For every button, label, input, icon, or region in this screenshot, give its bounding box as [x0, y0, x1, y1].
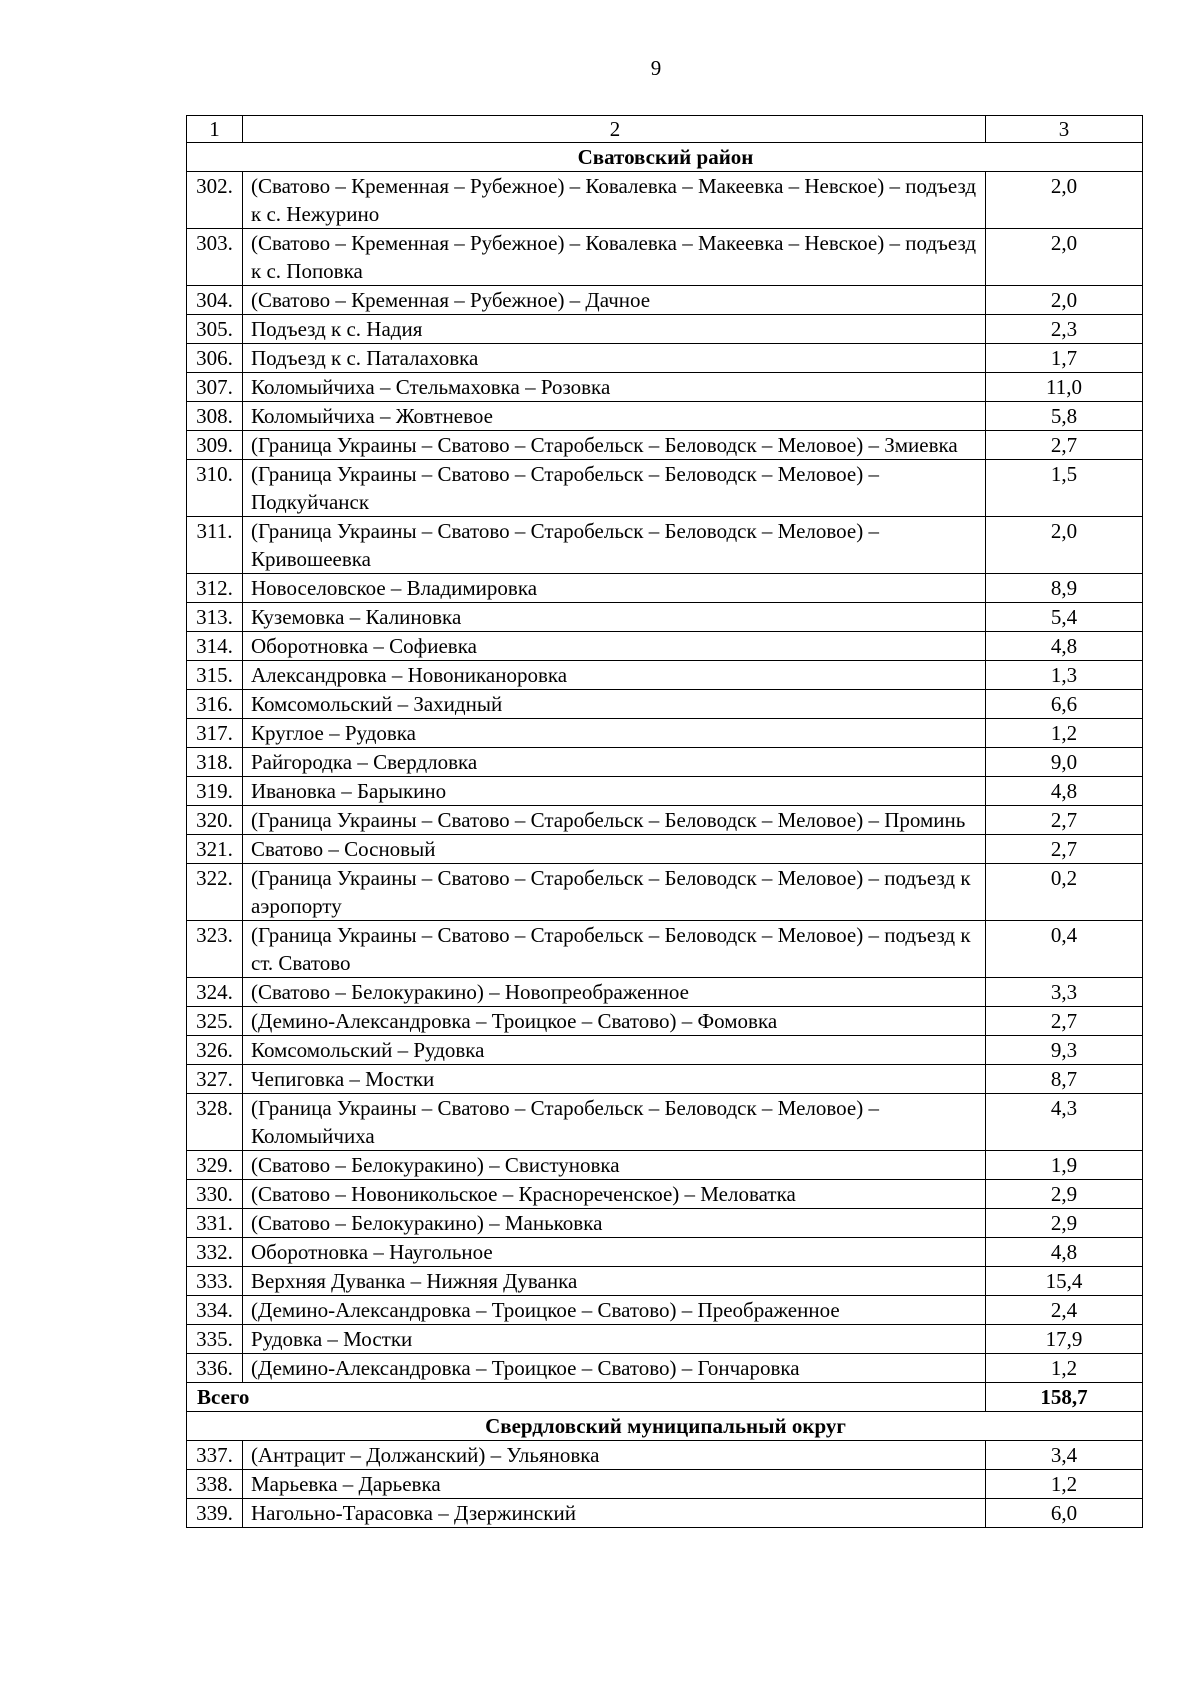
- row-number: 325.: [187, 1007, 243, 1036]
- road-name: (Сватово – Белокуракино) – Свистуновка: [243, 1151, 986, 1180]
- road-name: (Сватово – Белокуракино) – Маньковка: [243, 1209, 986, 1238]
- road-name: (Граница Украины – Сватово – Старобельск – Беловодск – Меловое) – подъезд к ст. Сватово: [243, 921, 986, 978]
- road-length: 4,8: [986, 1238, 1143, 1267]
- row-number: 308.: [187, 402, 243, 431]
- table-row: [187, 748, 1143, 777]
- table-row: [187, 1325, 1143, 1354]
- road-name: Круглое – Рудовка: [243, 719, 986, 748]
- table-row: [187, 1354, 1143, 1383]
- road-length: 15,4: [986, 1267, 1143, 1296]
- road-name: Комсомольский – Рудовка: [243, 1036, 986, 1065]
- table-row: [187, 1296, 1143, 1325]
- road-name: (Граница Украины – Сватово – Старобельск – Беловодск – Меловое) – Кривошеевка: [243, 517, 986, 574]
- road-name: (Демино-Александровка – Троицкое – Сватово) – Преображенное: [243, 1296, 986, 1325]
- table-row: [187, 719, 1143, 748]
- header-col-2: 2: [243, 116, 986, 143]
- road-length: 2,3: [986, 315, 1143, 344]
- road-name: (Граница Украины – Сватово – Старобельск – Беловодск – Меловое) – Проминь: [243, 806, 986, 835]
- row-number: 312.: [187, 574, 243, 603]
- header-col-1: 1: [187, 116, 243, 143]
- row-number: 329.: [187, 1151, 243, 1180]
- row-number: 306.: [187, 344, 243, 373]
- table-row: [187, 1470, 1143, 1499]
- road-name: Сватово – Сосновый: [243, 835, 986, 864]
- road-length: 4,8: [986, 632, 1143, 661]
- road-name: (Граница Украины – Сватово – Старобельск – Беловодск – Меловое) – Подкуйчанск: [243, 460, 986, 517]
- row-number: 309.: [187, 431, 243, 460]
- road-length: 5,4: [986, 603, 1143, 632]
- row-number: 339.: [187, 1499, 243, 1528]
- road-name: Ивановка – Барыкино: [243, 777, 986, 806]
- road-name: Нагольно-Тарасовка – Дзержинский: [243, 1499, 986, 1528]
- road-length: 11,0: [986, 373, 1143, 402]
- section-title-row: [187, 1412, 1143, 1441]
- table-row: [187, 806, 1143, 835]
- road-name: (Сватово – Кременная – Рубежное) – Дачное: [243, 286, 986, 315]
- road-length: 2,9: [986, 1180, 1143, 1209]
- table-row: [187, 286, 1143, 315]
- table-row: [187, 603, 1143, 632]
- row-number: 316.: [187, 690, 243, 719]
- table-row: [187, 460, 1143, 517]
- road-length: 9,3: [986, 1036, 1143, 1065]
- road-name: (Демино-Александровка – Троицкое – Сватово) – Гончаровка: [243, 1354, 986, 1383]
- road-name: (Граница Украины – Сватово – Старобельск – Беловодск – Меловое) – Коломыйчиха: [243, 1094, 986, 1151]
- road-length: 6,6: [986, 690, 1143, 719]
- table-row: [187, 1441, 1143, 1470]
- road-length: 2,4: [986, 1296, 1143, 1325]
- road-length: 1,2: [986, 1354, 1143, 1383]
- table-row: [187, 835, 1143, 864]
- road-length: 2,0: [986, 286, 1143, 315]
- road-length: 0,4: [986, 921, 1143, 978]
- road-name: Марьевка – Дарьевка: [243, 1470, 986, 1499]
- road-name: Рудовка – Мостки: [243, 1325, 986, 1354]
- road-length: 2,7: [986, 1007, 1143, 1036]
- page-number: 9: [650, 56, 662, 80]
- row-number: 302.: [187, 172, 243, 229]
- row-number: 327.: [187, 1065, 243, 1094]
- row-number: 315.: [187, 661, 243, 690]
- total-label: Всего: [187, 1383, 986, 1412]
- table-row: [187, 632, 1143, 661]
- table-row: [187, 921, 1143, 978]
- section-title: Свердловский муниципальный округ: [187, 1412, 1143, 1441]
- road-length: 4,8: [986, 777, 1143, 806]
- row-number: 328.: [187, 1094, 243, 1151]
- road-name: (Сватово – Кременная – Рубежное) – Ковалевка – Макеевка – Невское) – подъезд к с. Нежурино: [243, 172, 986, 229]
- row-number: 333.: [187, 1267, 243, 1296]
- road-length: 2,0: [986, 517, 1143, 574]
- road-name: (Антрацит – Должанский) – Ульяновка: [243, 1441, 986, 1470]
- road-name: (Сватово – Кременная – Рубежное) – Ковалевка – Макеевка – Невское) – подъезд к с. Поповка: [243, 229, 986, 286]
- road-name: Новоселовское – Владимировка: [243, 574, 986, 603]
- table-row: [187, 1065, 1143, 1094]
- row-number: 323.: [187, 921, 243, 978]
- road-length: 3,4: [986, 1441, 1143, 1470]
- table-row: [187, 1238, 1143, 1267]
- table-row: [187, 315, 1143, 344]
- row-number: 305.: [187, 315, 243, 344]
- road-length: 0,2: [986, 864, 1143, 921]
- row-number: 304.: [187, 286, 243, 315]
- table-row: [187, 1267, 1143, 1296]
- road-name: Комсомольский – Захидный: [243, 690, 986, 719]
- row-number: 330.: [187, 1180, 243, 1209]
- row-number: 324.: [187, 978, 243, 1007]
- table-header-row: [187, 116, 1143, 143]
- road-name: Подъезд к с. Надия: [243, 315, 986, 344]
- section-title: Сватовский район: [187, 143, 1143, 172]
- row-number: 313.: [187, 603, 243, 632]
- total-row: [187, 1383, 1143, 1412]
- table-row: [187, 1036, 1143, 1065]
- road-name: Райгородка – Свердловка: [243, 748, 986, 777]
- road-name: Коломыйчиха – Жовтневое: [243, 402, 986, 431]
- road-name: Оборотновка – Софиевка: [243, 632, 986, 661]
- road-name: (Демино-Александровка – Троицкое – Сватово) – Фомовка: [243, 1007, 986, 1036]
- road-length: 4,3: [986, 1094, 1143, 1151]
- road-name: (Сватово – Новоникольское – Краснореченское) – Меловатка: [243, 1180, 986, 1209]
- row-number: 331.: [187, 1209, 243, 1238]
- road-length: 2,7: [986, 835, 1143, 864]
- roads-table: [186, 115, 1143, 1528]
- row-number: 320.: [187, 806, 243, 835]
- row-number: 321.: [187, 835, 243, 864]
- table-row: [187, 1151, 1143, 1180]
- row-number: 337.: [187, 1441, 243, 1470]
- row-number: 332.: [187, 1238, 243, 1267]
- table-row: [187, 690, 1143, 719]
- road-length: 8,9: [986, 574, 1143, 603]
- table-row: [187, 1180, 1143, 1209]
- road-length: 2,9: [986, 1209, 1143, 1238]
- row-number: 314.: [187, 632, 243, 661]
- road-length: 9,0: [986, 748, 1143, 777]
- row-number: 336.: [187, 1354, 243, 1383]
- table-row: [187, 373, 1143, 402]
- road-name: (Сватово – Белокуракино) – Новопреображенное: [243, 978, 986, 1007]
- row-number: 326.: [187, 1036, 243, 1065]
- road-length: 17,9: [986, 1325, 1143, 1354]
- table-row: [187, 402, 1143, 431]
- table-row: [187, 777, 1143, 806]
- row-number: 317.: [187, 719, 243, 748]
- table-row: [187, 1499, 1143, 1528]
- table-row: [187, 431, 1143, 460]
- road-name: Подъезд к с. Паталаховка: [243, 344, 986, 373]
- total-value: 158,7: [986, 1383, 1143, 1412]
- road-name: Куземовка – Калиновка: [243, 603, 986, 632]
- row-number: 307.: [187, 373, 243, 402]
- road-length: 5,8: [986, 402, 1143, 431]
- road-name: (Граница Украины – Сватово – Старобельск – Беловодск – Меловое) – подъезд к аэропорту: [243, 864, 986, 921]
- row-number: 335.: [187, 1325, 243, 1354]
- row-number: 318.: [187, 748, 243, 777]
- road-length: 8,7: [986, 1065, 1143, 1094]
- row-number: 311.: [187, 517, 243, 574]
- road-length: 3,3: [986, 978, 1143, 1007]
- row-number: 303.: [187, 229, 243, 286]
- table-row: [187, 574, 1143, 603]
- header-col-3: 3: [986, 116, 1143, 143]
- road-length: 2,7: [986, 431, 1143, 460]
- row-number: 338.: [187, 1470, 243, 1499]
- road-name: Чепиговка – Мостки: [243, 1065, 986, 1094]
- table-row: [187, 978, 1143, 1007]
- road-name: (Граница Украины – Сватово – Старобельск – Беловодск – Меловое) – Змиевка: [243, 431, 986, 460]
- road-name: Оборотновка – Наугольное: [243, 1238, 986, 1267]
- row-number: 310.: [187, 460, 243, 517]
- table-row: [187, 517, 1143, 574]
- table-row: [187, 229, 1143, 286]
- road-length: 1,2: [986, 1470, 1143, 1499]
- road-length: 1,5: [986, 460, 1143, 517]
- table-row: [187, 172, 1143, 229]
- road-length: 2,0: [986, 172, 1143, 229]
- table-row: [187, 1094, 1143, 1151]
- table-row: [187, 1209, 1143, 1238]
- road-length: 2,7: [986, 806, 1143, 835]
- road-length: 6,0: [986, 1499, 1143, 1528]
- table-row: [187, 661, 1143, 690]
- road-length: 2,0: [986, 229, 1143, 286]
- road-name: Коломыйчиха – Стельмаховка – Розовка: [243, 373, 986, 402]
- section-title-row: [187, 143, 1143, 172]
- row-number: 322.: [187, 864, 243, 921]
- table-row: [187, 864, 1143, 921]
- row-number: 334.: [187, 1296, 243, 1325]
- table-row: [187, 1007, 1143, 1036]
- road-length: 1,2: [986, 719, 1143, 748]
- row-number: 319.: [187, 777, 243, 806]
- road-name: Александровка – Новониканоровка: [243, 661, 986, 690]
- table-row: [187, 344, 1143, 373]
- road-length: 1,7: [986, 344, 1143, 373]
- road-length: 1,3: [986, 661, 1143, 690]
- road-length: 1,9: [986, 1151, 1143, 1180]
- road-name: Верхняя Дуванка – Нижняя Дуванка: [243, 1267, 986, 1296]
